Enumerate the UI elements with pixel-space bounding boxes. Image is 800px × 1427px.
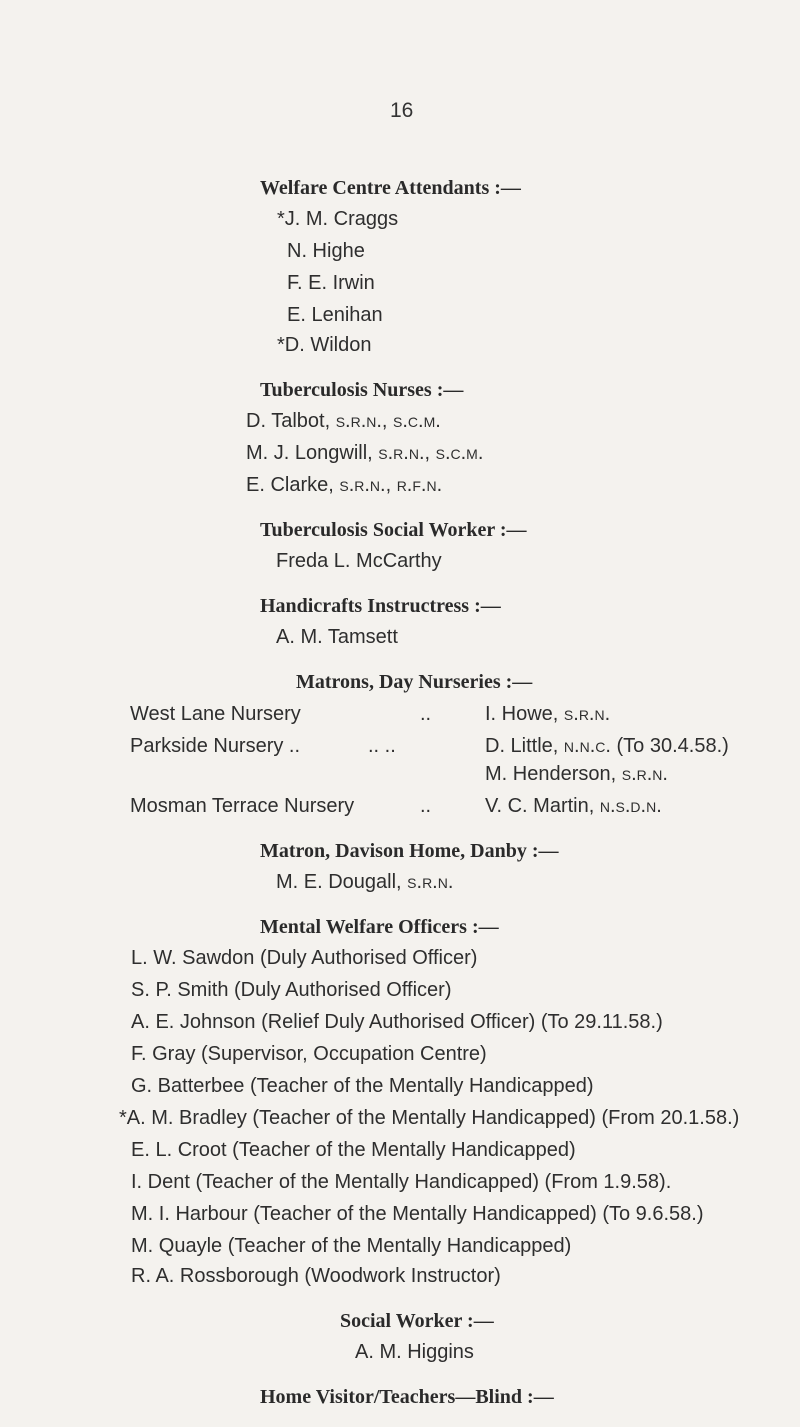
table-row: [130, 763, 770, 789]
table-row: [130, 795, 770, 821]
leader-dots: ..: [420, 795, 432, 817]
nursery-name: Mosman Terrace Nursery: [130, 795, 355, 817]
qualifications: s.r.n., r.f.n.: [339, 474, 443, 496]
person-name: I. Howe,: [485, 703, 564, 725]
table-row: [130, 735, 790, 761]
qualifications: s.r.n.: [621, 763, 668, 785]
list-item: M. I. Harbour (Teacher of the Mentally Handicapped) (To 9.6.58.): [131, 1203, 704, 1225]
matron-entry: [485, 735, 729, 758]
nursery-name: West Lane Nursery: [130, 703, 301, 725]
matron-entry: [485, 763, 668, 786]
blind-heading: Home Visitor/Teachers—Blind :—: [260, 1386, 554, 1408]
list-item: L. W. Sawdon (Duly Authorised Officer): [131, 947, 478, 969]
handicrafts-heading: Handicrafts Instructress :—: [260, 595, 501, 617]
social-heading: Social Worker :—: [340, 1310, 494, 1332]
person-name: M. E. Dougall,: [276, 871, 408, 893]
person-name: E. Clarke,: [246, 474, 340, 496]
person-name: M. Henderson,: [485, 763, 622, 785]
welfare-heading: Welfare Centre Attendants :—: [260, 177, 521, 199]
qualifications: s.r.n.: [407, 871, 454, 893]
qualifications: s.r.n., s.c.m.: [378, 442, 484, 464]
qualifications: s.r.n., s.c.m.: [335, 410, 441, 432]
person-name: D. Talbot,: [246, 410, 336, 432]
nursery-name: Parkside Nursery ..: [130, 735, 301, 757]
person-name: D. Little,: [485, 735, 564, 757]
page-number: 16: [390, 99, 414, 122]
list-item: Freda L. McCarthy: [276, 550, 442, 572]
list-item: S. P. Smith (Duly Authorised Officer): [131, 979, 452, 1001]
leader-dots: .. ..: [368, 735, 396, 757]
list-item: I. Dent (Teacher of the Mentally Handicapped) (From 1.9.58).: [131, 1171, 672, 1193]
list-item: *D. Wildon: [277, 334, 372, 356]
tb-social-heading: Tuberculosis Social Worker :—: [260, 519, 527, 541]
list-item: E. Lenihan: [287, 304, 383, 326]
matrons-heading: Matrons, Day Nurseries :—: [296, 671, 533, 693]
list-item: [276, 871, 453, 894]
tb-nurses-heading: Tuberculosis Nurses :—: [260, 379, 464, 401]
qualifications: s.r.n.: [563, 703, 611, 725]
list-item: [246, 442, 483, 465]
list-item: A. E. Johnson (Relief Duly Authorised Officer) (To 29.11.58.): [131, 1011, 663, 1033]
list-item: R. A. Rossborough (Woodwork Instructor): [131, 1265, 501, 1287]
list-item: [246, 410, 441, 433]
list-item: G. Batterbee (Teacher of the Mentally Handicapped): [131, 1075, 594, 1097]
list-item: A. M. Tamsett: [276, 626, 398, 648]
person-name: M. J. Longwill,: [246, 442, 379, 464]
list-item: N. Highe: [287, 240, 365, 262]
list-item: M. Quayle (Teacher of the Mentally Handicapped): [131, 1235, 572, 1257]
list-item: F. Gray (Supervisor, Occupation Centre): [131, 1043, 487, 1065]
table-row: [130, 703, 770, 729]
qualifications: n.n.c.: [563, 735, 611, 757]
matron-entry: [485, 795, 662, 818]
mental-heading: Mental Welfare Officers :—: [260, 916, 499, 938]
list-item: *J. M. Craggs: [277, 208, 399, 230]
danby-heading: Matron, Davison Home, Danby :—: [260, 840, 559, 862]
list-item: [246, 474, 442, 497]
person-name: V. C. Martin,: [485, 795, 600, 817]
list-item: A. M. Higgins: [355, 1341, 474, 1363]
matron-entry: [485, 703, 610, 726]
date-note: (To 30.4.58.): [610, 735, 729, 757]
leader-dots: ..: [420, 703, 432, 725]
qualifications: n.s.d.n.: [599, 795, 662, 817]
list-item: *A. M. Bradley (Teacher of the Mentally Handicapped) (From 20.1.58.): [119, 1107, 740, 1129]
list-item: F. E. Irwin: [287, 272, 375, 294]
list-item: E. L. Croot (Teacher of the Mentally Handicapped): [131, 1139, 576, 1161]
